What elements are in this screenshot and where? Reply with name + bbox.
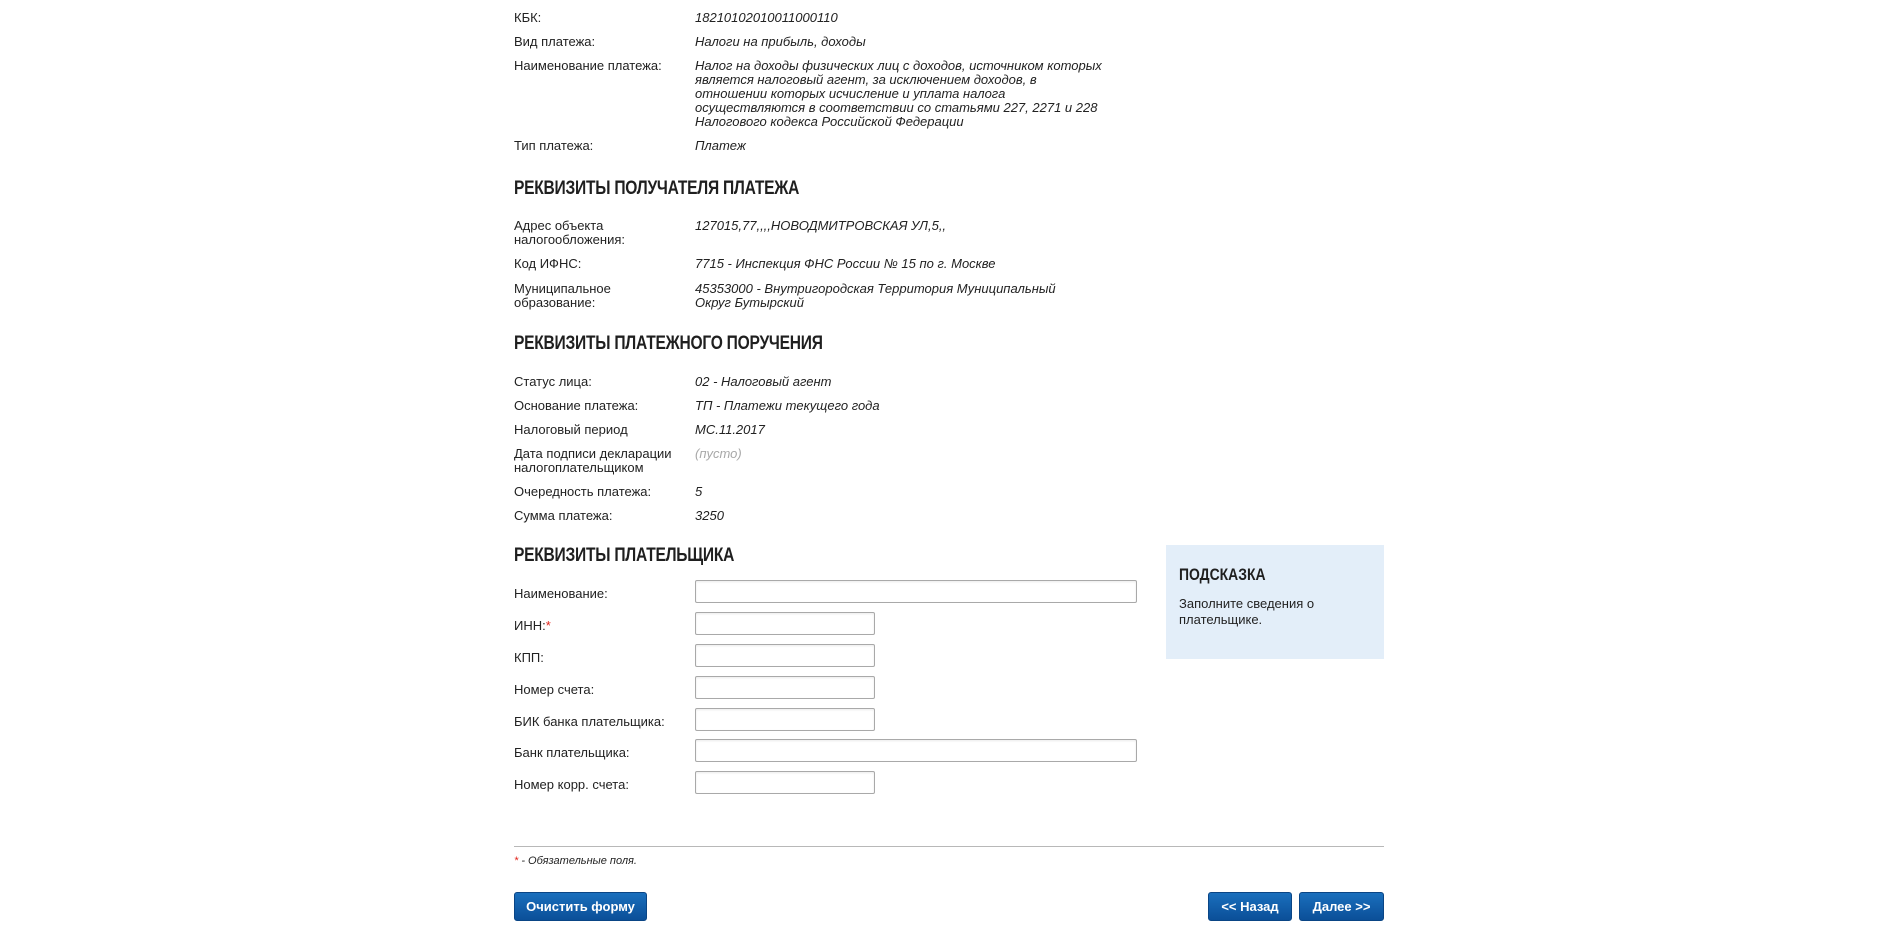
sum-value: 3250 xyxy=(695,508,724,523)
priority-value: 5 xyxy=(695,484,703,499)
period-value: МС.11.2017 xyxy=(695,422,765,437)
account-label: Номер счета: xyxy=(514,682,595,697)
ifns-value: 7715 - Инспекция ФНС России № 15 по г. Москве xyxy=(695,256,996,271)
inn-input[interactable] xyxy=(695,612,875,635)
payment-kind-label: Тип платежа: xyxy=(514,138,594,153)
declaration-date-label: Дата подписи декларации налогоплательщиком xyxy=(514,446,672,475)
payment-name-label: Наименование платежа: xyxy=(514,58,662,73)
declaration-date-value: (пусто) xyxy=(695,446,742,461)
status-label: Статус лица: xyxy=(514,374,592,389)
declaration-date-row xyxy=(514,447,742,475)
payment-name-value: Налог на доходы физических лиц с доходов, источником которых является налоговый агент, за исключением доходов, в отношении которых исчисление и уплата налога осуществляются в соответствии со статьями 227, 2271 и 228 Налогового кодекса Российской Федерации xyxy=(695,58,1102,129)
priority-label: Очередность платежа: xyxy=(514,484,652,499)
payment-type-label: Вид платежа: xyxy=(514,34,596,49)
sum-label: Сумма платежа: xyxy=(514,508,613,523)
inn-label-wrap xyxy=(514,618,551,633)
ifns-row xyxy=(514,257,996,271)
required-fields-note xyxy=(514,855,637,867)
period-row xyxy=(514,423,765,437)
account-input[interactable] xyxy=(695,676,875,699)
kpp-label: КПП: xyxy=(514,650,544,665)
priority-row xyxy=(514,485,702,499)
back-button[interactable]: << Назад xyxy=(1208,892,1292,921)
payment-type-row xyxy=(514,35,866,49)
required-star: * xyxy=(545,618,551,633)
bik-input[interactable] xyxy=(695,708,875,731)
payment-type-value: Налоги на прибыль, доходы xyxy=(695,34,866,49)
order-heading: РЕКВИЗИТЫ ПЛАТЕЖНОГО ПОРУЧЕНИЯ xyxy=(514,333,823,354)
recipient-heading: РЕКВИЗИТЫ ПОЛУЧАТЕЛЯ ПЛАТЕЖА xyxy=(514,178,800,199)
kpp-input[interactable] xyxy=(695,644,875,667)
bank-label: Банк плательщика: xyxy=(514,745,630,760)
municipal-row xyxy=(514,282,1095,310)
hint-text: Заполните сведения о плательщике. xyxy=(1179,596,1315,627)
kbk-label: КБК: xyxy=(514,10,542,25)
status-value: 02 - Налоговый агент xyxy=(695,374,832,389)
municipal-value: 45353000 - Внутригородская Территория Муниципальный Округ Бутырский xyxy=(695,281,1056,310)
address-row xyxy=(514,219,946,247)
kbk-value: 18210102010011000110 xyxy=(695,10,838,25)
address-label: Адрес объекта налогообложения: xyxy=(514,218,625,247)
inn-label: ИНН: xyxy=(514,618,546,633)
clear-form-button[interactable]: Очистить форму xyxy=(514,892,647,921)
next-button[interactable]: Далее >> xyxy=(1299,892,1384,921)
footnote-star: * xyxy=(514,855,519,867)
status-row xyxy=(514,375,831,389)
payment-kind-value: Платеж xyxy=(695,138,746,153)
payer-name-label: Наименование: xyxy=(514,586,608,601)
municipal-label: Муниципальное образование: xyxy=(514,281,611,310)
payer-name-input[interactable] xyxy=(695,580,1137,603)
hint-box xyxy=(1166,545,1384,659)
payer-heading: РЕКВИЗИТЫ ПЛАТЕЛЬЩИКА xyxy=(514,545,735,566)
sum-row xyxy=(514,509,724,523)
divider xyxy=(514,846,1384,847)
basis-label: Основание платежа: xyxy=(514,398,639,413)
corr-account-label: Номер корр. счета: xyxy=(514,777,629,792)
period-label: Налоговый период xyxy=(514,422,628,437)
corr-account-input[interactable] xyxy=(695,771,875,794)
kbk-row xyxy=(514,11,838,25)
address-value: 127015,77,,,,НОВОДМИТРОВСКАЯ УЛ,5,, xyxy=(695,218,947,233)
bank-input[interactable] xyxy=(695,739,1137,762)
ifns-label: Код ИФНС: xyxy=(514,256,582,271)
basis-row xyxy=(514,399,880,413)
bik-label: БИК банка плательщика: xyxy=(514,714,665,729)
hint-title: ПОДСКАЗКА xyxy=(1179,565,1266,584)
payment-kind-row xyxy=(514,139,746,153)
basis-value: ТП - Платежи текущего года xyxy=(695,398,880,413)
payment-name-row xyxy=(514,59,1110,129)
footnote-text: - Обязательные поля. xyxy=(518,855,637,867)
